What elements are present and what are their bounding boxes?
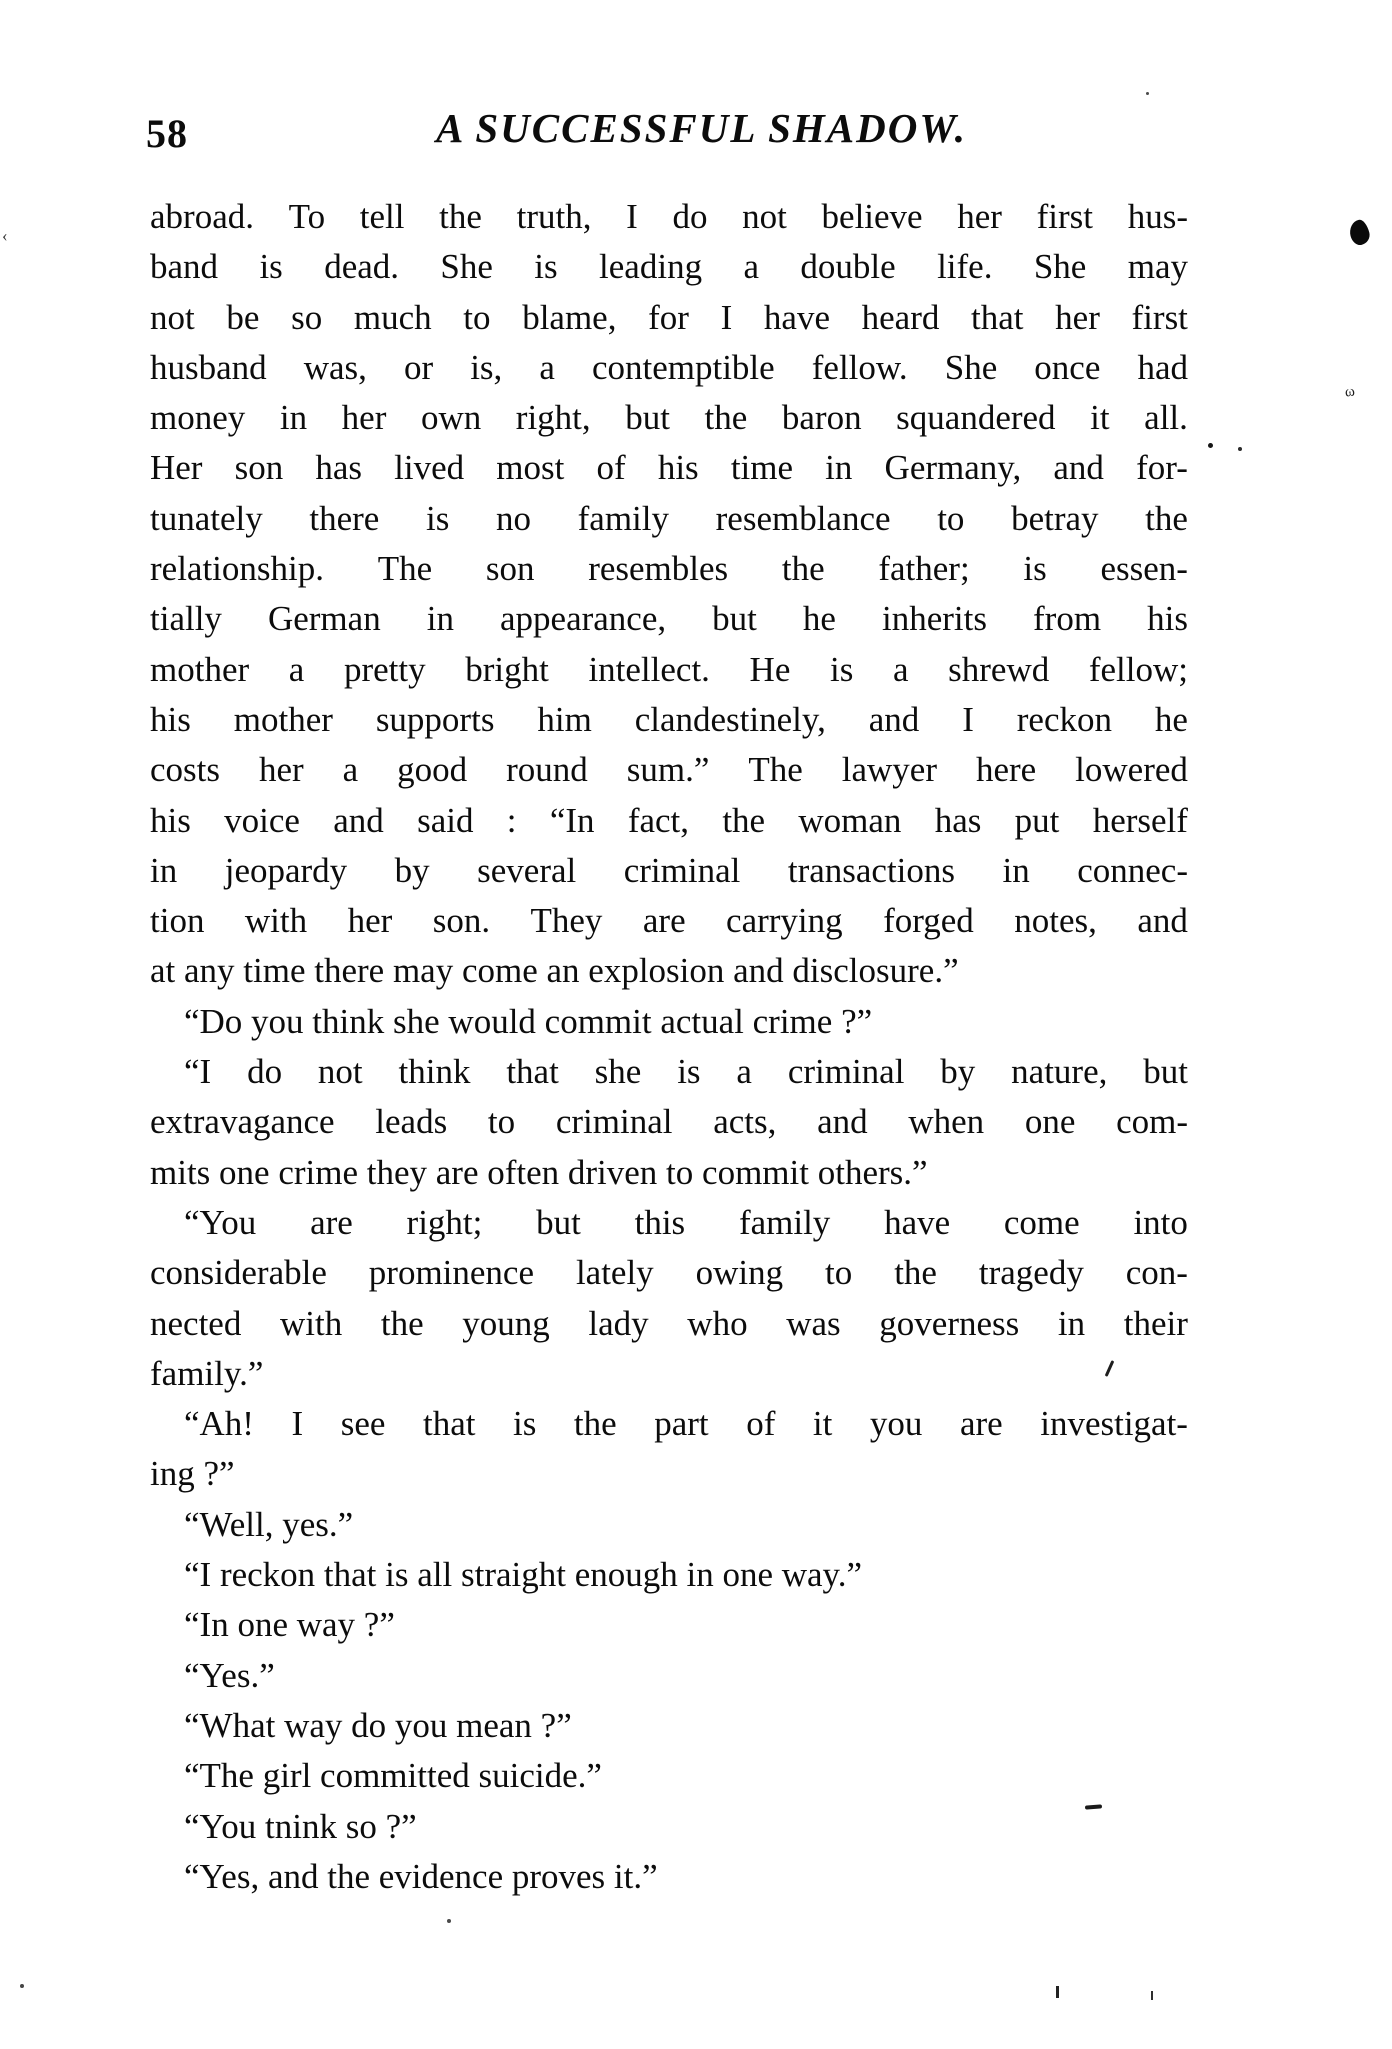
word: I: [720, 297, 733, 337]
word: son.: [432, 901, 491, 941]
word: She: [1033, 247, 1087, 287]
text-line: [150, 544, 1188, 594]
word: criminal: [787, 1052, 905, 1092]
word: do: [247, 1052, 283, 1092]
word: criminal: [555, 1102, 673, 1142]
word: com-: [1116, 1102, 1188, 1142]
word: or: [403, 347, 434, 387]
word: connec-: [1077, 850, 1188, 890]
page-number: 58: [146, 111, 188, 156]
word: not: [742, 197, 787, 236]
word: considerable: [150, 1253, 327, 1293]
word: in: [825, 448, 853, 488]
word: forged: [883, 901, 974, 941]
word: from: [1033, 599, 1102, 639]
word: the: [573, 1404, 617, 1444]
word: dead.: [324, 247, 400, 287]
word: fellow.: [811, 347, 908, 387]
word: him: [537, 699, 592, 739]
word: family: [738, 1202, 831, 1242]
word: a: [892, 649, 909, 689]
word: carrying: [726, 901, 843, 941]
word: to: [825, 1253, 853, 1293]
word: their: [1123, 1303, 1188, 1343]
word: time: [730, 448, 794, 488]
word: a: [288, 649, 305, 689]
word: fact,: [627, 800, 690, 840]
word: not: [150, 297, 195, 337]
text-line: “The girl committed suicide.”: [184, 1756, 602, 1796]
word: a: [342, 750, 359, 790]
text-line: [150, 796, 1188, 846]
word: pretty: [343, 649, 426, 689]
word: is: [513, 1404, 537, 1444]
word: in: [426, 599, 454, 639]
body-text: [150, 192, 1188, 1902]
word: The: [748, 750, 803, 790]
word: mother: [150, 649, 250, 689]
word: voice: [224, 800, 300, 840]
word: to: [937, 498, 965, 538]
word: much: [353, 297, 432, 337]
word: husband: [150, 347, 267, 387]
word: supports: [375, 699, 495, 739]
word: it: [812, 1404, 833, 1444]
word: “You: [184, 1202, 257, 1242]
word: the: [722, 800, 766, 840]
word: her: [1055, 297, 1100, 337]
text-line: [150, 896, 1188, 946]
word: believe: [821, 197, 923, 236]
text-line: “What way do you mean ?”: [184, 1705, 572, 1745]
word: the: [1145, 498, 1188, 538]
squiggle-artifact: ω: [1343, 383, 1356, 401]
text-line: [150, 1299, 1188, 1349]
word: to: [463, 297, 491, 337]
word: he: [1154, 699, 1188, 739]
word: contemptible: [591, 347, 775, 387]
word: but: [625, 398, 670, 438]
word: has: [934, 800, 982, 840]
word: tion: [150, 901, 205, 941]
word: has: [315, 448, 363, 488]
word: German: [267, 599, 381, 639]
text-line: “Yes, and the evidence proves it.”: [184, 1856, 658, 1896]
word: heard: [861, 297, 940, 337]
word: She: [440, 247, 493, 287]
word: life.: [937, 247, 993, 287]
text-line: [150, 1198, 1188, 1248]
word: tragedy: [978, 1253, 1084, 1293]
word: had: [1137, 347, 1188, 387]
word: lived: [394, 448, 465, 488]
word: lately: [575, 1253, 654, 1293]
text-line: at any time there may come an explosion and disclosure.”: [150, 951, 959, 991]
text-line: [150, 1047, 1188, 1097]
text-line: ing ?”: [150, 1454, 235, 1494]
word: band: [150, 247, 219, 287]
word: son: [485, 549, 535, 589]
word: :: [506, 800, 517, 840]
text-line: [150, 846, 1188, 896]
word: with: [244, 901, 308, 941]
word: baron: [781, 398, 862, 438]
word: the: [380, 1303, 424, 1343]
word: father;: [878, 549, 970, 589]
word: several: [477, 850, 577, 890]
word: most: [496, 448, 565, 488]
word: He: [749, 649, 791, 689]
ink-blob-artifact: [1347, 218, 1371, 247]
word: governess: [879, 1303, 1020, 1343]
speck-artifact: [447, 1919, 451, 1923]
word: Germany,: [884, 448, 1022, 488]
word: you: [869, 1404, 923, 1444]
word: of: [746, 1404, 776, 1444]
word: was: [786, 1303, 841, 1343]
word: clandestinely,: [634, 699, 826, 739]
text-line: [150, 1248, 1188, 1298]
tick-artifact: [1151, 1991, 1153, 2000]
word: is: [534, 247, 558, 287]
word: extravagance: [150, 1102, 335, 1142]
word: do: [672, 197, 708, 236]
word: resemblance: [715, 498, 891, 538]
word: so: [291, 297, 323, 337]
text-line: mits one crime they are often driven to commit others.”: [150, 1152, 928, 1192]
text-line: [150, 1399, 1188, 1449]
word: own: [420, 398, 482, 438]
word: was,: [303, 347, 367, 387]
word: with: [279, 1303, 343, 1343]
tick-artifact: [1056, 1986, 1059, 1998]
text-line: [150, 192, 1188, 242]
word: right;: [406, 1202, 483, 1242]
word: there: [309, 498, 380, 538]
word: he: [802, 599, 836, 639]
word: this: [634, 1202, 686, 1242]
word: put: [1014, 800, 1060, 840]
word: The: [377, 549, 433, 589]
word: that: [971, 297, 1024, 337]
word: once: [1034, 347, 1101, 387]
word: to: [487, 1102, 516, 1142]
word: blame,: [522, 297, 617, 337]
word: and: [1137, 901, 1188, 941]
word: her: [347, 901, 393, 941]
word: his: [150, 800, 191, 840]
word: I: [626, 197, 638, 236]
word: and: [868, 699, 920, 739]
word: nected: [150, 1303, 242, 1343]
text-line: [150, 393, 1188, 443]
word: relationship.: [150, 549, 324, 589]
word: is: [259, 247, 283, 287]
word: of: [596, 448, 626, 488]
word: They: [530, 901, 603, 941]
word: have: [763, 297, 830, 337]
word: young: [462, 1303, 550, 1343]
text-line: [150, 695, 1188, 745]
word: a: [743, 247, 760, 287]
word: that: [422, 1404, 476, 1444]
word: good: [397, 750, 468, 790]
word: inherits: [882, 599, 987, 639]
word: sum.”: [626, 750, 710, 790]
word: I: [291, 1404, 304, 1444]
word: owing: [695, 1253, 784, 1293]
word: resembles: [588, 549, 729, 589]
word: notes,: [1014, 901, 1097, 941]
word: see: [340, 1404, 386, 1444]
word: tunately: [150, 498, 263, 538]
text-line: [150, 443, 1188, 493]
word: con-: [1125, 1253, 1188, 1293]
word: right,: [515, 398, 591, 438]
word: hus-: [1127, 197, 1188, 236]
text-line: [150, 343, 1188, 393]
word: be: [226, 297, 260, 337]
word: into: [1133, 1202, 1188, 1242]
word: To: [288, 197, 326, 236]
word: his: [657, 448, 699, 488]
stray-period-artifact: [1238, 447, 1242, 451]
speck-artifact: [20, 1984, 24, 1988]
word: and: [817, 1102, 868, 1142]
stray-period-artifact: [1208, 443, 1213, 448]
word: is: [1023, 549, 1047, 589]
word: is,: [470, 347, 503, 387]
word: her: [957, 197, 1002, 236]
word: not: [317, 1052, 363, 1092]
word: her: [341, 398, 387, 438]
text-line: “Well, yes.”: [184, 1504, 354, 1544]
word: lawyer: [841, 750, 937, 790]
text-line: [150, 494, 1188, 544]
word: are: [642, 901, 686, 941]
word: leading: [599, 247, 703, 287]
text-line: “In one way ?”: [184, 1605, 395, 1645]
word: shrewd: [948, 649, 1050, 689]
text-line: [150, 293, 1188, 343]
word: she: [594, 1052, 642, 1092]
word: for-: [1136, 448, 1188, 488]
word: her: [258, 750, 304, 790]
word: said: [417, 800, 474, 840]
word: a: [736, 1052, 752, 1092]
word: his: [1147, 599, 1188, 639]
word: his: [150, 699, 191, 739]
word: investigat-: [1040, 1404, 1188, 1444]
text-line: “Yes.”: [184, 1655, 275, 1695]
word: fellow;: [1088, 649, 1188, 689]
word: Her: [150, 448, 203, 488]
word: squandered: [896, 398, 1056, 438]
word: for: [648, 297, 689, 337]
word: “Ah!: [184, 1404, 254, 1444]
word: here: [975, 750, 1037, 790]
word: have: [884, 1202, 951, 1242]
word: round: [506, 750, 588, 790]
word: acts,: [713, 1102, 777, 1142]
word: abroad.: [150, 197, 254, 236]
word: who: [687, 1303, 748, 1343]
text-line: [150, 242, 1188, 292]
word: She: [944, 347, 998, 387]
word: and: [333, 800, 384, 840]
word: are: [959, 1404, 1003, 1444]
word: but: [712, 599, 757, 639]
word: in: [279, 398, 308, 438]
word: reckon: [1016, 699, 1112, 739]
word: I: [962, 699, 974, 739]
word: jeopardy: [224, 850, 348, 890]
word: prominence: [368, 1253, 535, 1293]
word: son: [234, 448, 284, 488]
word: costs: [150, 750, 220, 790]
word: by: [394, 850, 430, 890]
word: tially: [150, 599, 222, 639]
word: intellect.: [588, 649, 710, 689]
word: money: [150, 398, 246, 438]
word: are: [310, 1202, 353, 1242]
word: truth,: [516, 197, 592, 236]
word: first: [1036, 197, 1094, 236]
word: all.: [1144, 398, 1188, 438]
word: in: [1057, 1303, 1086, 1343]
word: lady: [588, 1303, 649, 1343]
word: woman: [798, 800, 902, 840]
word: the: [781, 549, 825, 589]
running-title: A SUCCESSFUL SHADOW.: [436, 105, 968, 151]
speck-artifact: [1146, 92, 1149, 95]
word: think: [398, 1052, 471, 1092]
word: herself: [1092, 800, 1188, 840]
word: that: [506, 1052, 559, 1092]
word: first: [1131, 297, 1188, 337]
word: is: [677, 1052, 701, 1092]
word: nature,: [1011, 1052, 1108, 1092]
word: is: [425, 498, 450, 538]
word: mother: [233, 699, 333, 739]
word: one: [1024, 1102, 1076, 1142]
word: tell: [359, 197, 405, 236]
word: family: [577, 498, 669, 538]
word: part: [654, 1404, 709, 1444]
word: is: [829, 649, 854, 689]
word: the: [439, 197, 482, 236]
word: the: [894, 1253, 937, 1293]
word: but: [536, 1202, 581, 1242]
word: in: [150, 850, 178, 890]
word: leads: [375, 1102, 448, 1142]
word: by: [940, 1052, 976, 1092]
word: betray: [1011, 498, 1099, 538]
word: when: [908, 1102, 985, 1142]
word: come: [1003, 1202, 1080, 1242]
word: appearance,: [500, 599, 667, 639]
text-line: [150, 1097, 1188, 1147]
text-line: [150, 745, 1188, 795]
word: but: [1143, 1052, 1188, 1092]
left-margin-mark-artifact: ‹: [2, 226, 8, 245]
word: no: [495, 498, 531, 538]
word: “In: [549, 800, 595, 840]
text-line: family.”: [150, 1353, 264, 1393]
word: criminal: [623, 850, 741, 890]
word: it: [1090, 398, 1110, 438]
text-line: “You tnink so ?”: [184, 1806, 417, 1846]
word: may: [1127, 247, 1188, 287]
word: the: [704, 398, 748, 438]
word: double: [800, 247, 896, 287]
text-line: “I reckon that is all straight enough in one way.”: [184, 1555, 863, 1595]
word: transactions: [787, 850, 956, 890]
word: a: [539, 347, 555, 387]
text-line: [150, 594, 1188, 644]
word: lowered: [1075, 750, 1188, 790]
text-line: “Do you think she would commit actual crime ?”: [184, 1001, 873, 1041]
word: “I: [184, 1052, 212, 1092]
word: in: [1002, 850, 1030, 890]
word: and: [1053, 448, 1104, 488]
word: essen-: [1100, 549, 1188, 589]
text-line: [150, 645, 1188, 695]
word: bright: [465, 649, 549, 689]
